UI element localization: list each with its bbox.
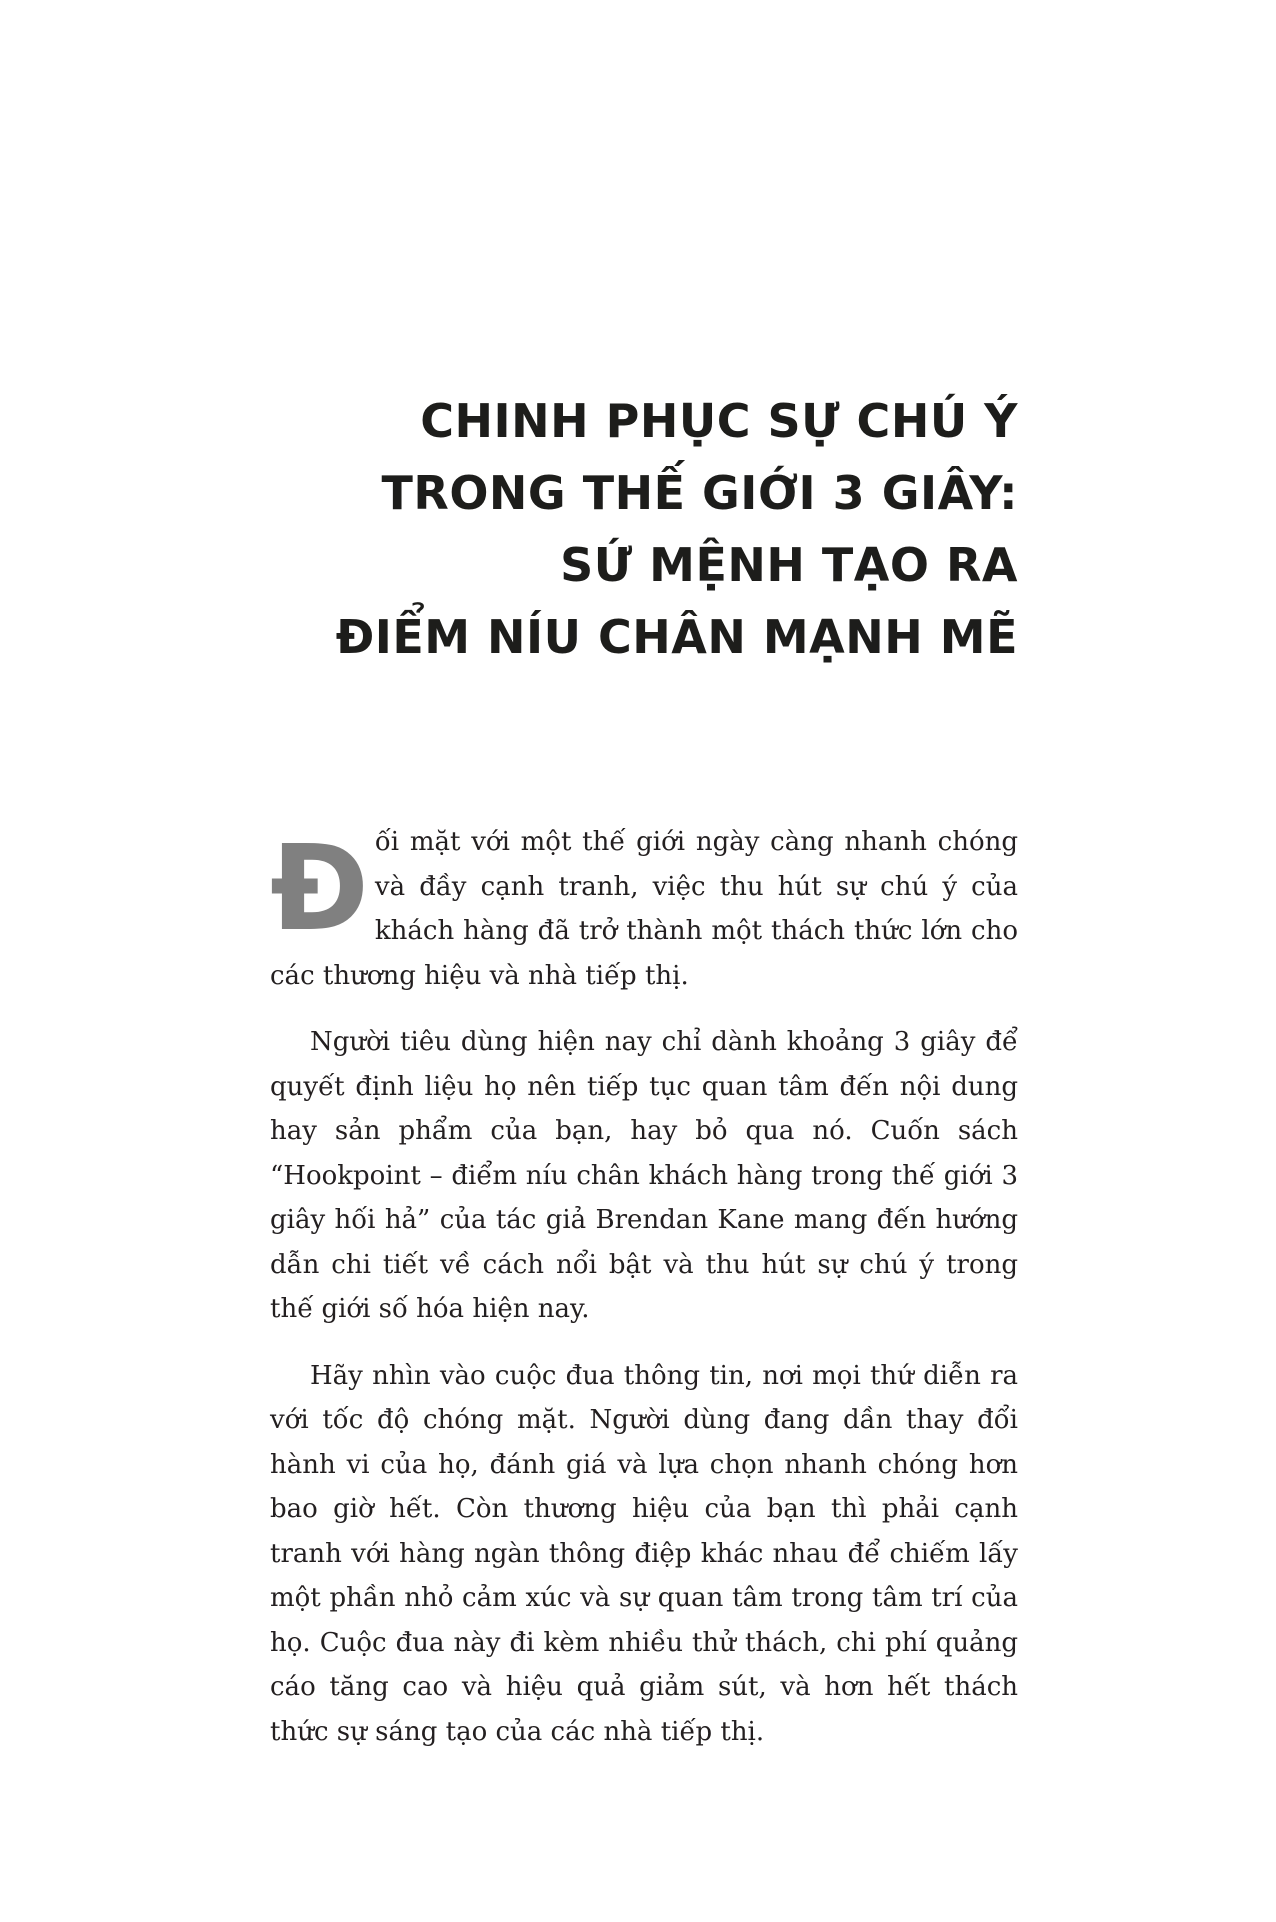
drop-cap: Đ xyxy=(270,819,369,957)
paragraph-1-text: ối mặt với một thế giới ngày càng nhanh chóng và đầy cạnh tranh, việc thu hút sự chú ý của khách hàng đã trở thành một thách thức lớn cho các thương hiệu và nhà tiếp thị. xyxy=(270,827,1018,991)
chapter-title-line-4: ĐIỂM NÍU CHÂN MẠNH MẼ xyxy=(335,610,1018,664)
paragraph-2: Người tiêu dùng hiện nay chỉ dành khoảng 3 giây để quyết định liệu họ nên tiếp tục quan tâm đến nội dung hay sản phẩm của bạn, hay bỏ qua nó. Cuốn sách “Hookpoint – điểm níu chân khách hàng trong thế giới 3 giây hối hả” của tác giả Brendan Kane mang đến hướng dẫn chi tiết về cách nổi bật và thu hút sự chú ý trong thế giới số hóa hiện nay. xyxy=(270,1027,1018,1324)
chapter-title-line-1: CHINH PHỤC SỰ CHÚ Ý xyxy=(420,394,1018,448)
body-text xyxy=(270,820,1018,1776)
paragraph-1 xyxy=(270,820,1018,998)
paragraph-3: Hãy nhìn vào cuộc đua thông tin, nơi mọi thứ diễn ra với tốc độ chóng mặt. Người dùng đang dần thay đổi hành vi của họ, đánh giá và lựa chọn nhanh chóng hơn bao giờ hết. Còn thương hiệu của bạn thì phải cạnh tranh với hàng ngàn thông điệp khác nhau để chiếm lấy một phần nhỏ cảm xúc và sự quan tâm trong tâm trí của họ. Cuộc đua này đi kèm nhiều thử thách, chi phí quảng cáo tăng cao và hiệu quả giảm sút, và hơn hết thách thức sự sáng tạo của các nhà tiếp thị. xyxy=(270,1360,1018,1747)
chapter-title-line-3: SỨ MỆNH TẠO RA xyxy=(560,538,1018,592)
chapter-title-line-2: TRONG THẾ GIỚI 3 GIÂY: xyxy=(381,466,1018,520)
chapter-title xyxy=(240,385,1018,673)
